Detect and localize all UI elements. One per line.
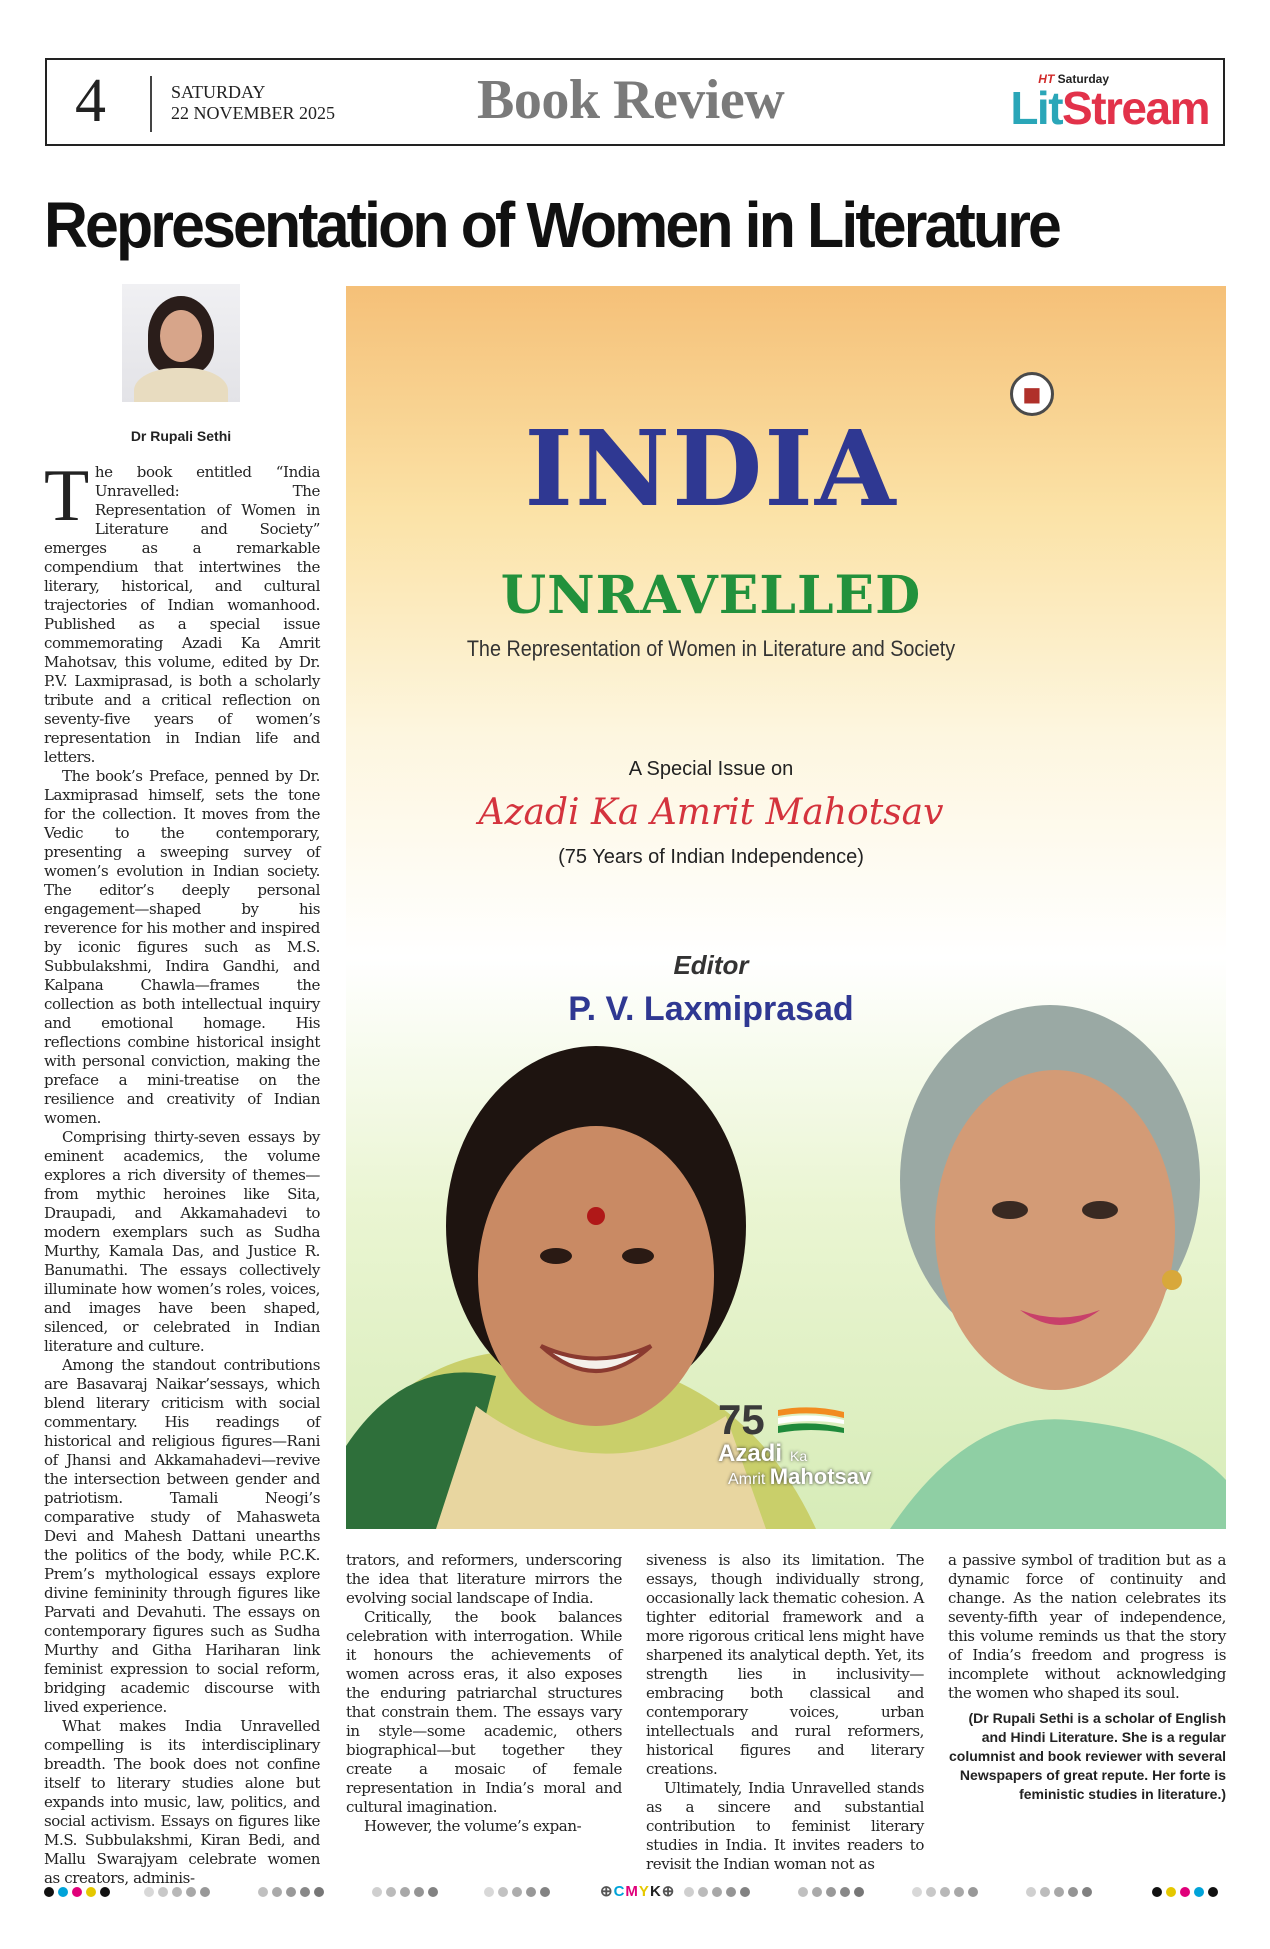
issue-date-text: 22 NOVEMBER 2025 — [171, 103, 336, 123]
author-photo — [122, 284, 240, 402]
cmyk-label: ⊕CMYK⊕ — [600, 1883, 676, 1900]
article-paragraph: What makes India Unravelled compelling is its interdisciplinary breadth. The book does not confine itself to literary studies alone but expands into music, law, politics, and social activism. Essays on figures like M.S. Subbulakshmi, Kiran Bedi, and Mallu Swarajyam celebrate women as creators, adminis- — [44, 1717, 320, 1887]
cover-azadi-text: Azadi Ka Amrit Mahotsav — [478, 792, 944, 833]
issue-date — [171, 82, 335, 124]
cover-special-issue: A Special Issue on — [628, 758, 794, 780]
book-cover — [346, 286, 1226, 1529]
cover-title: INDIA — [524, 407, 898, 530]
article-paragraph: a passive symbol of tradition but as a dynamic force of continuity and change. As the nation celebrates its seventy-fifth year of independence, this volume reminds us that the story of India’s freedom and progress is incomplete without acknowledging the women who shaped its soul. — [948, 1551, 1226, 1702]
section-title: Book Review — [477, 69, 785, 131]
page-number: 4 — [75, 67, 106, 135]
article-paragraph: Among the standout contributions are Basavaraj Naikar’sessays, which blend literary criticism with social commentary. His readings of historical and religious figures—Rani of Jhansi and Akkamahadevi—revive the intersection between gender and patriotism. Tamali Neogi’s comparative study of Mahasweta Devi and Mahesh Dattani unearths the politics of the body, while P.C.K. Prem’s mythological essays explore divine femininity through figures like Parvati and Devahuti. The essays on contemporary figures such as Sudha Murthy and Githa Hariharan link feminist expression to social reform, bridging academic discourse with lived experience. — [44, 1356, 320, 1716]
cover-tagline: The Representation of Women in Literature and Society — [466, 636, 956, 661]
amrit-mahotsav-logo: 75 Azadi Ka Amrit Mahotsav — [718, 1396, 872, 1489]
article-paragraph: Critically, the book balances celebration with interrogation. While it honours the achievements of women across eras, it also exposes the enduring patriarchal structures that constrain them. The essays vary in style—some academic, others biographical—but together they create a mosaic of female representation in India’s moral and cultural imagination. — [346, 1608, 622, 1816]
cover-editor-name: P. V. Laxmiprasad — [568, 990, 854, 1028]
publisher-emblem-icon: ■ — [1010, 372, 1054, 416]
masthead-divider — [150, 76, 152, 132]
flag-icon — [776, 1406, 846, 1434]
cover-subtitle: UNRAVELLED — [500, 565, 922, 626]
article-headline: Representation of Women in Literature — [44, 189, 1059, 261]
article-paragraph: Ultimately, India Unravelled stands as a sincere and substantial contribution to feminist literary studies in India. It invites readers to revisit the Indian woman not as — [646, 1779, 924, 1873]
article-column-4 — [948, 1551, 1226, 1804]
article-paragraph: However, the volume’s expan- — [364, 1817, 582, 1835]
logo-tagline: HT Saturday — [1038, 72, 1109, 86]
drop-cap: T — [44, 455, 89, 537]
author-byline: Dr Rupali Sethi — [130, 428, 232, 444]
issue-day: SATURDAY — [171, 82, 266, 102]
logo-wordmark: LitStream — [1010, 82, 1209, 134]
article-paragraph: The book entitled “India Unravelled: The Representation of Women in Literature and Society” emerges as a remarkable compendium that intertwines the literary, historical, and cultural trajectories of Indian womanhood. Published as a special issue commemorating Azadi Ka Amrit Mahotsav, this volume, edited by Dr. P.V. Laxmiprasad, is both a scholarly tribute and a critical reflection on seventy-five years of women’s representation in Indian life and letters. — [44, 455, 320, 766]
masthead — [45, 58, 1225, 146]
portrait-right-image — [850, 980, 1226, 1529]
article-paragraph: trators, and reformers, underscoring the idea that literature mirrors the evolving social landscape of India. — [346, 1551, 622, 1607]
author-bio: (Dr Rupali Sethi is a scholar of English and Hindi Literature. She is a regular columnist and book reviewer with several Newspapers of great repute. Her forte is feministic studies in literature.) — [949, 1710, 1226, 1802]
cover-editor-label: Editor — [673, 950, 749, 980]
article-column-2 — [346, 1551, 622, 1836]
article-paragraph: The book’s Preface, penned by Dr. Laxmiprasad himself, sets the tone for the collection. It moves from the Vedic to the contemporary, presenting a sweeping survey of women’s evolution in Indian society. The editor’s deeply personal engagement—shaped by his reverence for his mother and inspired by iconic figures such as M.S. Subbulakshmi, Indira Gandhi, and Kalpana Chawla—frames the collection as both intellectual inquiry and emotional homage. His reflections combine historical insight with personal conviction, making the preface a mini-treatise on the resilience and creativity of Indian women. — [44, 767, 320, 1127]
article-column-1 — [44, 455, 320, 1887]
cover-years: (75 Years of Indian Independence) — [558, 846, 864, 868]
article-paragraph: siveness is also its limitation. The essays, though individually strong, occasionally lack thematic cohesion. A tighter editorial framework and a more rigorous critical lens might have sharpened its analytical depth. Yet, its strength lies in inclusivity—embracing both classical and contemporary voices, urban intellectuals and rural reformers, historical figures and literary creations. — [646, 1551, 924, 1778]
article-paragraph: Comprising thirty-seven essays by eminent academics, the volume explores a rich diversity of themes—from mythic heroines like Sita, Draupadi, and Akkamahadevi to modern exemplars such as Sudha Murthy, Kamala Das, and Justice R. Banumathi. The essays collectively illuminate how women’s roles, voices, and images have been shaped, silenced, or celebrated in Indian literature and culture. — [44, 1128, 320, 1355]
print-registration-marks — [44, 1882, 1226, 1900]
litstream-logo — [999, 72, 1209, 136]
article-column-3 — [646, 1551, 924, 1874]
